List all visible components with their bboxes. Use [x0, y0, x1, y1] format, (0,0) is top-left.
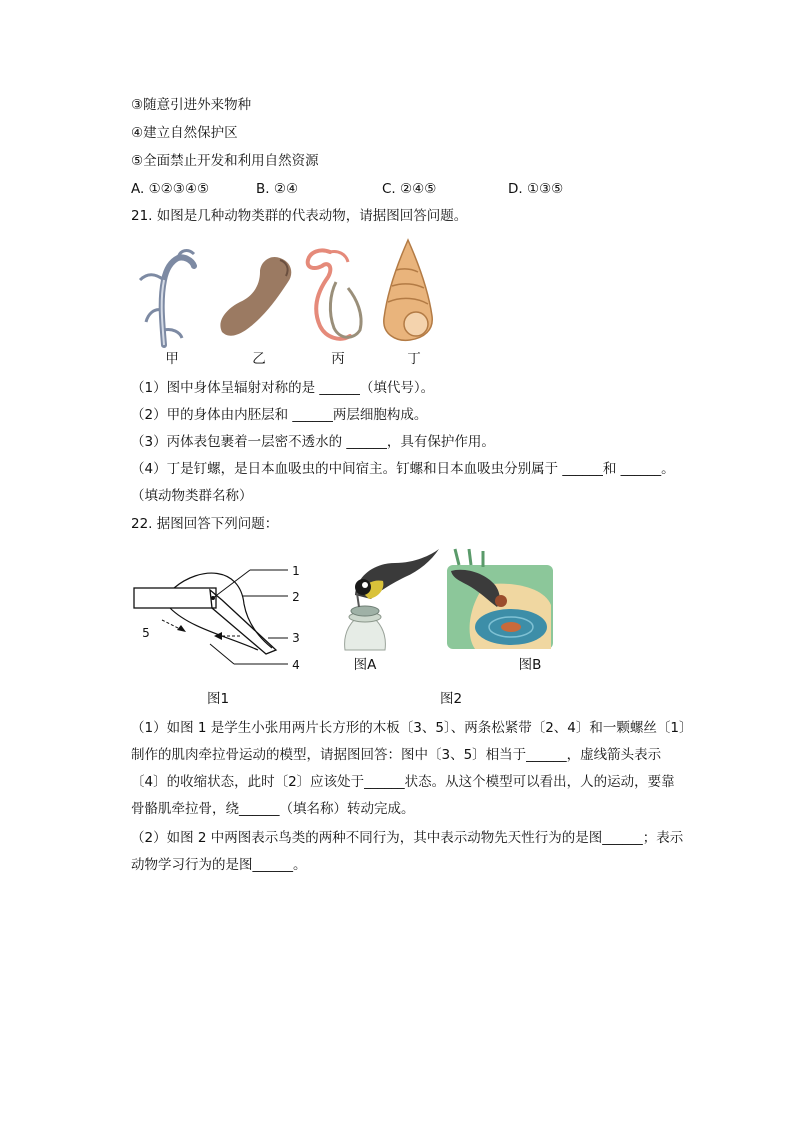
q21-question-4-note: （填动物类群名称）: [131, 488, 253, 504]
fig1-number-1: 1: [292, 564, 300, 578]
q22-p1-line-4: 骨骼肌牵拉骨，绕______（填名称）转动完成。: [131, 801, 415, 817]
label-jia: 甲: [165, 351, 179, 367]
label-yi: 乙: [252, 351, 266, 367]
roundworm-illustration: [300, 242, 370, 347]
q22-p1-line-1: （1）如图 1 是学生小张用两片长方形的木板〔3、5〕、两条松紧带〔2、4〕和一颗螺丝〔1〕: [131, 720, 693, 736]
hydra-illustration: [134, 250, 204, 350]
muscle-bone-model-diagram: [130, 560, 310, 680]
q22-p1-line-2: 制作的肌肉牵拉骨运动的模型，请据图回答：图中〔3、5〕相当于______，虚线箭头表示: [131, 747, 662, 763]
option-d: D. ①③⑤: [508, 181, 564, 197]
fig1-number-5: 5: [142, 626, 150, 640]
label-ding: 丁: [407, 351, 421, 367]
label-bing: 丙: [331, 351, 345, 367]
fig1-number-4: 4: [292, 658, 300, 672]
q21-stem: 21. 如图是几种动物类群的代表动物，请据图回答问题。: [131, 208, 468, 224]
q22-stem: 22. 据图回答下列问题：: [131, 516, 279, 532]
fig1-number-2: 2: [292, 590, 300, 604]
q21-question-1: （1）图中身体呈辐射对称的是 ______（填代号）。: [131, 380, 435, 396]
snail-shell-illustration: [378, 238, 438, 343]
option-b: B. ②④: [256, 181, 299, 197]
fig1-number-3: 3: [292, 631, 300, 645]
option-c: C. ②④⑤: [382, 181, 437, 197]
q22-p2-line-1: （2）如图 2 中两图表示鸟类的两种不同行为，其中表示动物先天性行为的是图______；表示: [131, 830, 684, 846]
prev-item-4: ④建立自然保护区: [131, 125, 238, 141]
planarian-illustration: [210, 250, 300, 350]
figA-caption: 图A: [353, 657, 377, 673]
q22-p1-line-3: 〔4〕的收缩状态，此时〔2〕应该处于______状态。从这个模型可以看出，人的运动，要靠: [131, 774, 675, 790]
bird-on-bottle-illustration: [335, 545, 445, 650]
bird-at-water-illustration: [445, 545, 555, 650]
fig1-caption: 图1: [206, 691, 230, 707]
figB-caption: 图B: [518, 657, 542, 673]
q21-question-3: （3）丙体表包裹着一层密不透水的 ______，具有保护作用。: [131, 434, 495, 450]
q21-question-4: （4）丁是钉螺，是日本血吸虫的中间宿主。钉螺和日本血吸虫分别属于 ______和 ______。: [131, 461, 675, 477]
prev-item-5: ⑤全面禁止开发和利用自然资源: [131, 153, 319, 169]
prev-item-3: ③随意引进外来物种: [131, 97, 252, 113]
q22-p2-line-2: 动物学习行为的是图______。: [131, 857, 307, 873]
option-a: A. ①②③④⑤: [131, 181, 210, 197]
q21-question-2: （2）甲的身体由内胚层和 ______两层细胞构成。: [131, 407, 428, 423]
fig2-caption: 图2: [439, 691, 463, 707]
